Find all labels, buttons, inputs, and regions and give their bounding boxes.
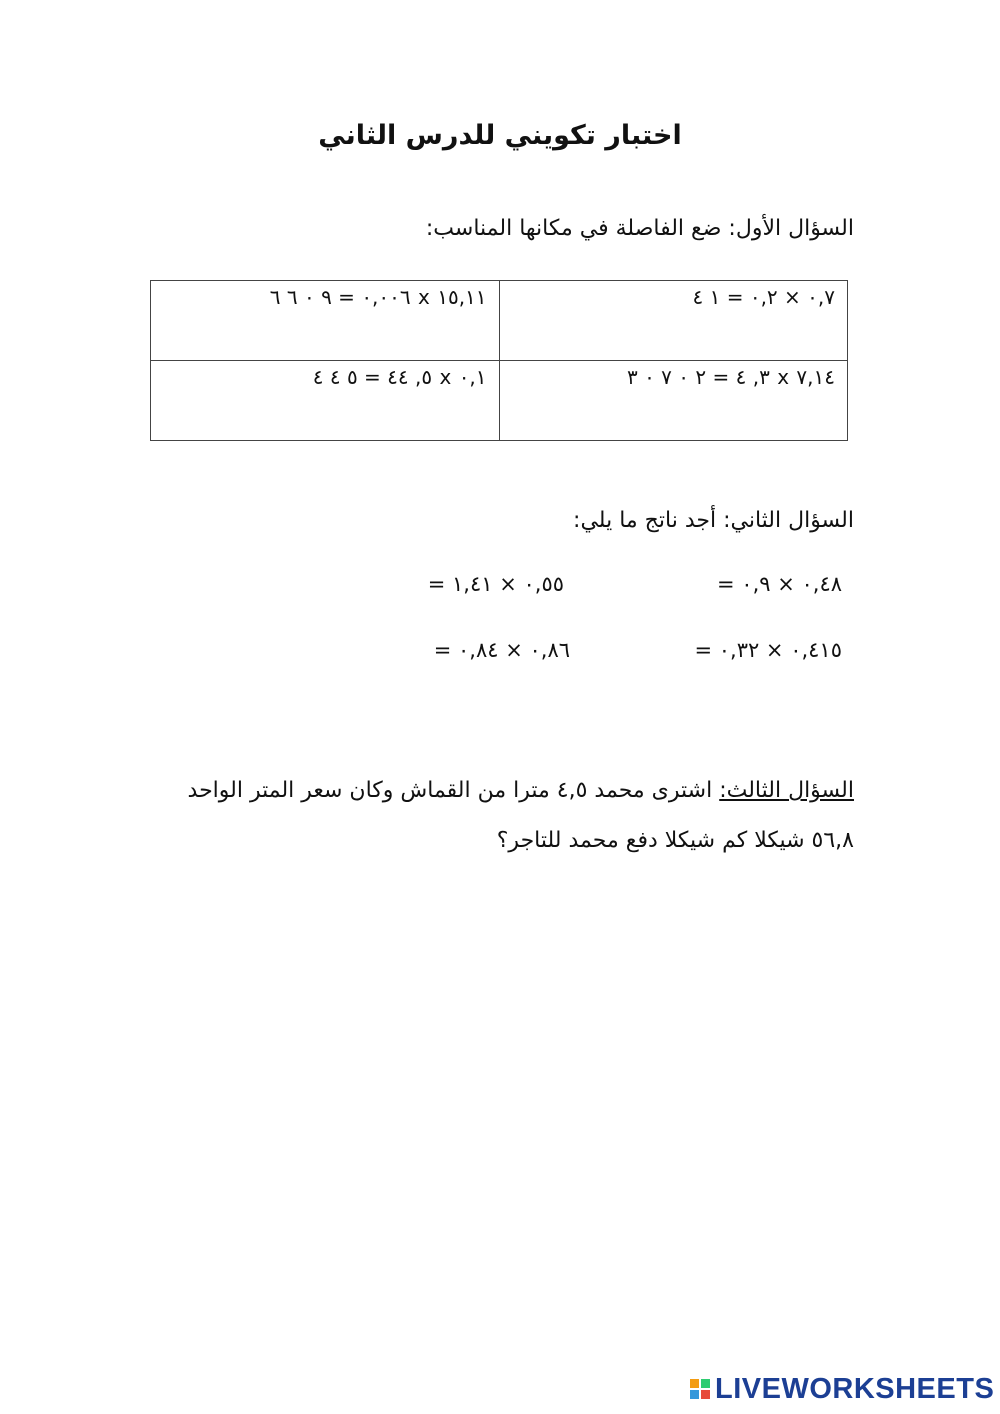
logo-squares-icon — [690, 1379, 710, 1399]
expression-4: ٠,٨٦ × ٠,٨٤ = — [433, 638, 570, 662]
table-cell — [499, 281, 847, 361]
table-row — [151, 361, 848, 441]
expression-2: ٠,٥٥ × ١,٤١ = — [427, 572, 564, 596]
question-1-table — [150, 280, 848, 441]
liveworksheets-logo[interactable] — [690, 1374, 994, 1404]
expression-1: ٠,٤٨ × ٠,٩ = — [717, 572, 842, 596]
question-1-heading: السؤال الأول: ضع الفاصلة في مكانها المناسب: — [425, 216, 854, 241]
question-3 — [160, 766, 854, 866]
logo-text: LIVEWORKSHEETS — [715, 1372, 995, 1405]
question-3-label: السؤال الثالث: — [719, 778, 854, 803]
expression-3: ٠,٤١٥ × ٠,٣٢ = — [694, 638, 842, 662]
table-cell — [151, 361, 500, 441]
table-row — [151, 281, 848, 361]
question-2-heading: السؤال الثاني: أجد ناتج ما يلي: — [573, 508, 854, 533]
cell-expression: ١٥,١١ x ٠,٠٠٦ = ٩ ٠ ٦ ٦ — [269, 285, 487, 309]
cell-expression: ٠,٧ × ٠,٢ = ١ ٤ — [692, 285, 835, 309]
table-cell — [499, 361, 847, 441]
cell-expression: ٧,١٤ x ٣, ٤ = ٢ ٠ ٧ ٠ ٣ — [626, 365, 835, 389]
cell-expression: ٠,١ x ٥, ٤٤ = ٥ ٤ ٤ — [312, 365, 487, 389]
page-title: اختبار تكويني للدرس الثاني — [318, 120, 682, 151]
table-cell — [151, 281, 500, 361]
question-3-text: اشترى محمد ٤,٥ مترا من القماش وكان سعر المتر الواحد ٥٦,٨ شيكلا كم شيكلا دفع محمد للتاجر؟ — [187, 778, 854, 853]
